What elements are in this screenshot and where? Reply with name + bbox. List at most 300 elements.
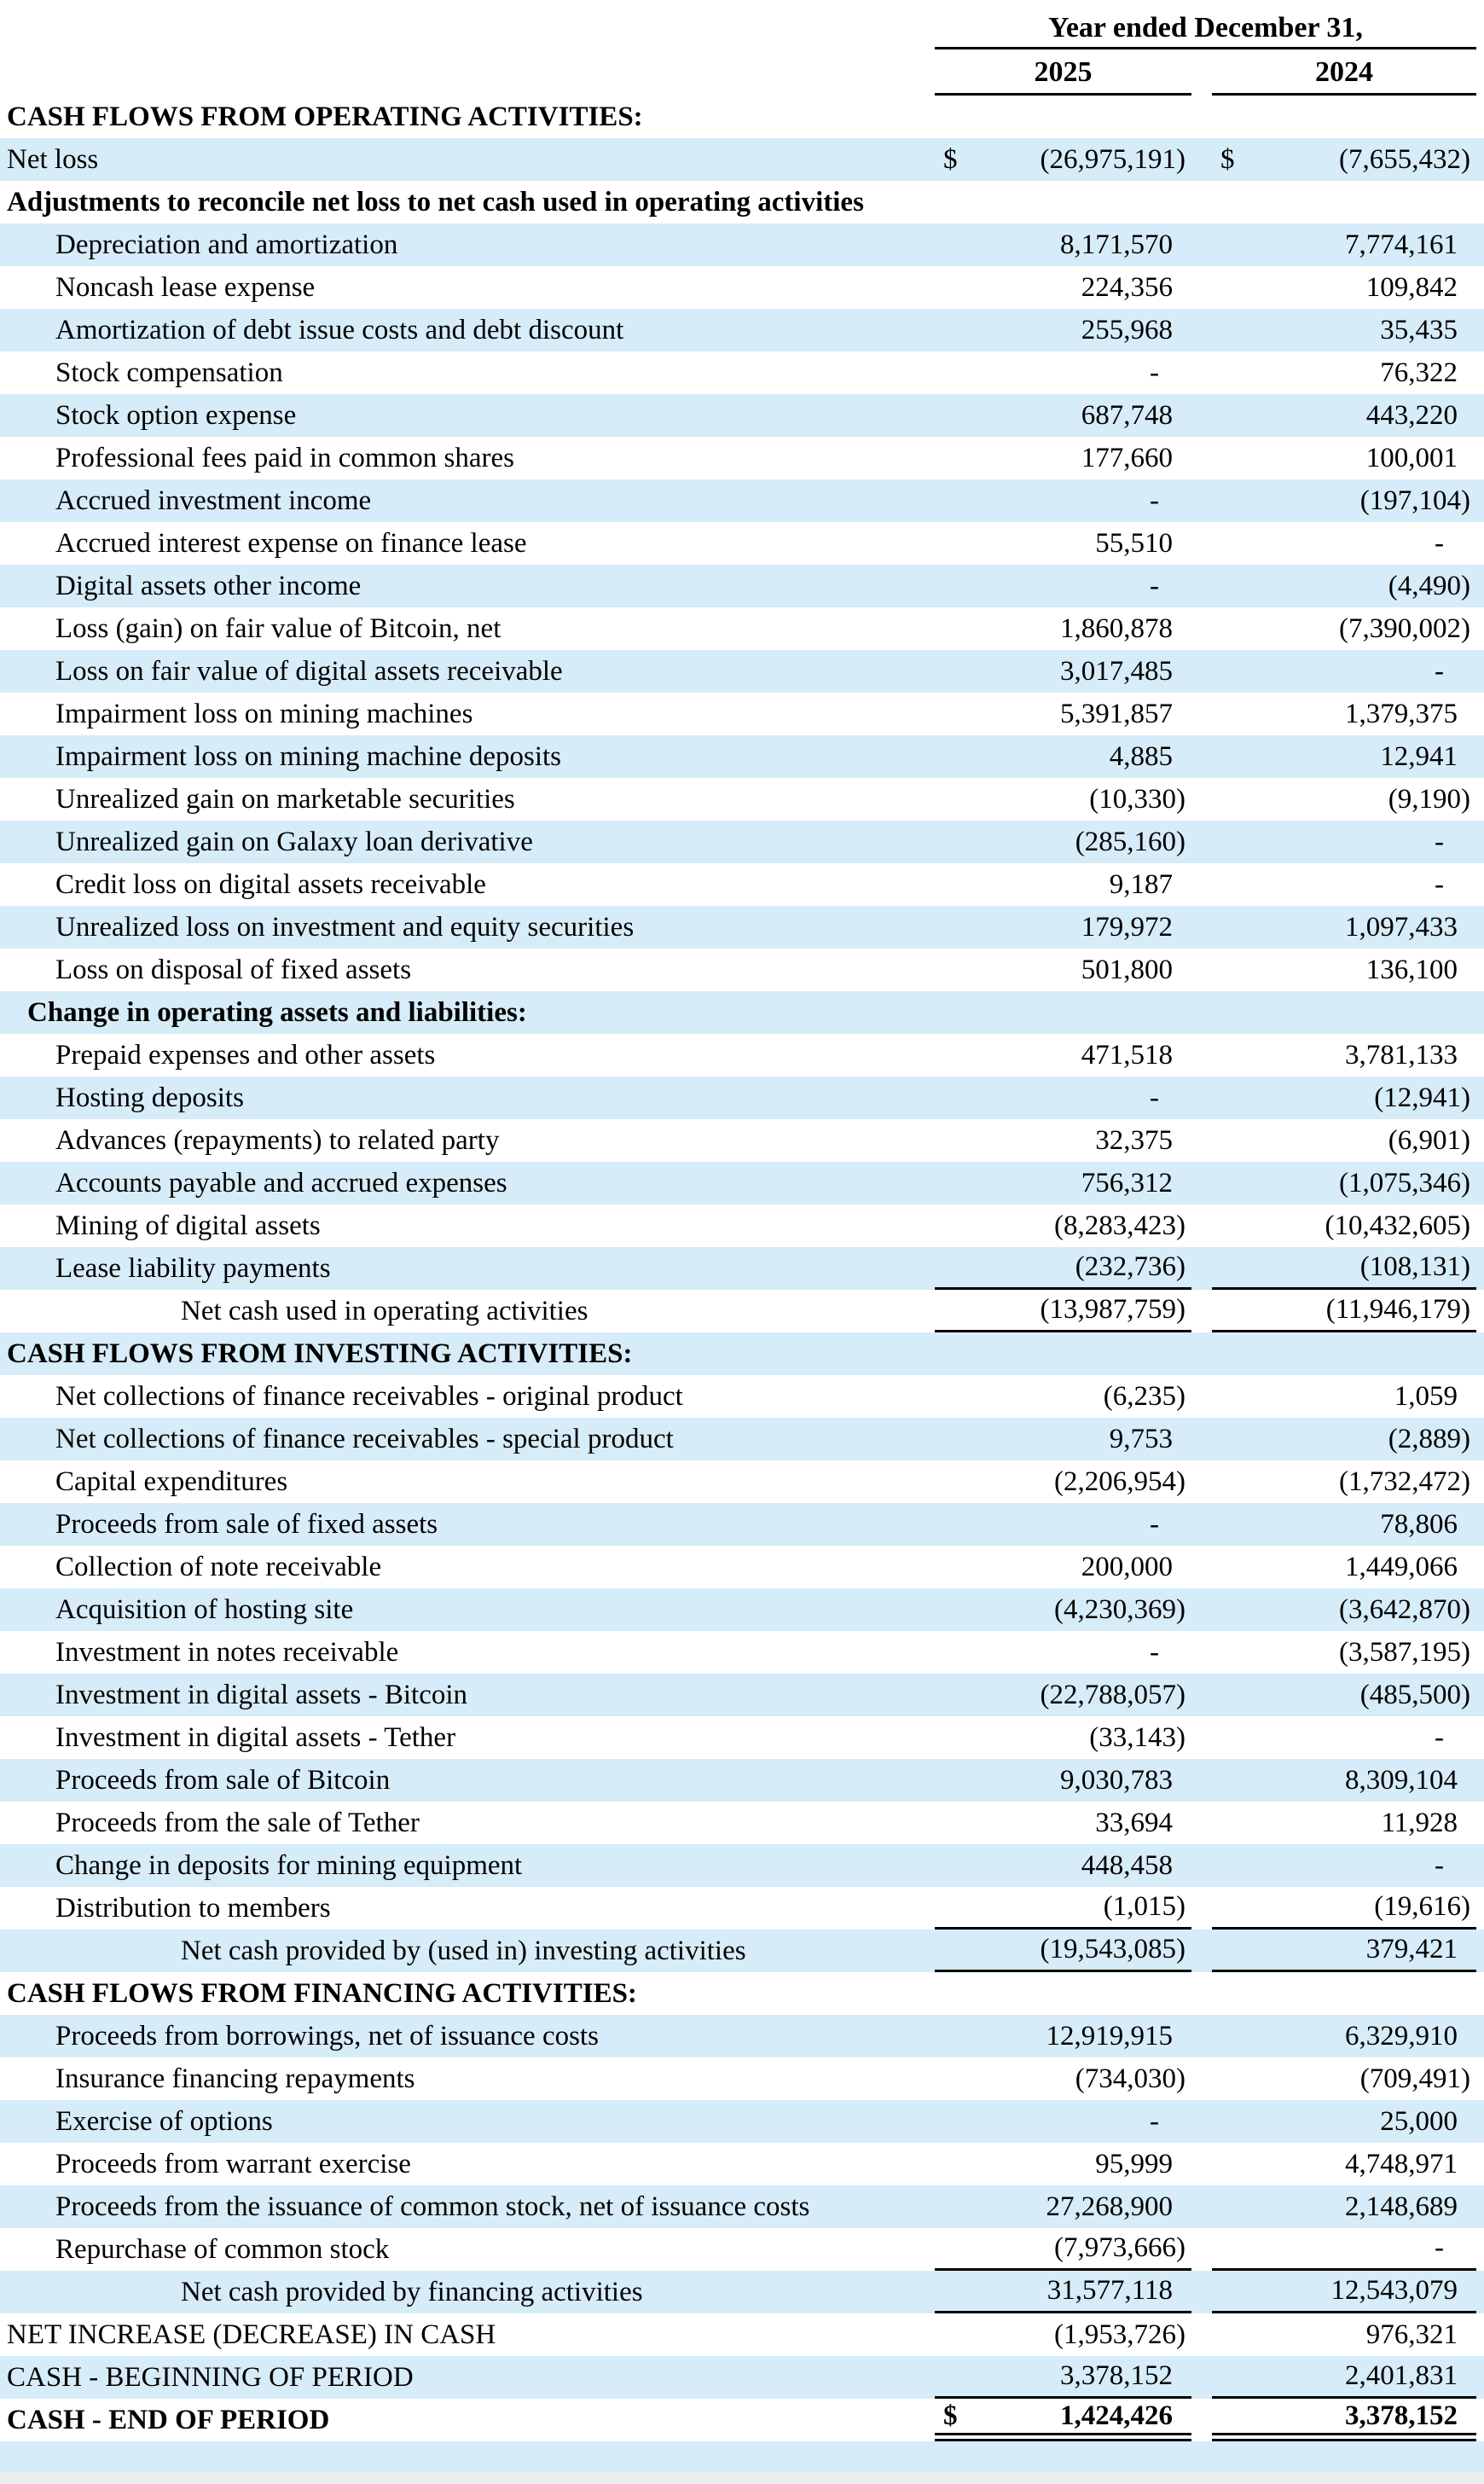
column-gutter <box>1191 778 1212 821</box>
table-row <box>0 1034 1484 1077</box>
column-gutter <box>1191 96 1212 138</box>
column-gutter <box>1191 1247 1212 1290</box>
value-cell-2025 <box>935 2356 1191 2399</box>
value-cell-2024 <box>1212 1332 1476 1375</box>
value-cell-2024 <box>1212 1119 1476 1162</box>
value-cell-2025 <box>935 1716 1191 1759</box>
header-spacer <box>0 49 935 96</box>
value-2025: (1,953,726) <box>1054 2319 1185 2350</box>
value-cell-2025 <box>935 138 1191 181</box>
value-2024: 12,941 <box>1380 740 1458 772</box>
row-right-margin <box>1476 735 1484 778</box>
row-label: CASH - BEGINNING OF PERIOD <box>7 2361 414 2393</box>
row-right-margin <box>1476 650 1484 693</box>
value-cell-2024 <box>1212 351 1476 394</box>
row-label: Accrued interest expense on finance lease <box>55 527 527 559</box>
column-gutter <box>1191 1759 1212 1802</box>
value-cell-2025 <box>935 949 1191 991</box>
row-right-margin <box>1476 1162 1484 1204</box>
value-2025: 3,378,152 <box>1060 2360 1173 2391</box>
value-cell-2024 <box>1212 906 1476 949</box>
row-label: Credit loss on digital assets receivable <box>55 868 486 900</box>
column-gutter <box>1191 1802 1212 1844</box>
column-gutter <box>1191 1674 1212 1716</box>
row-label: Impairment loss on mining machine deposits <box>55 740 562 772</box>
table-row <box>0 1674 1484 1716</box>
dollar-sign: $ <box>943 143 958 175</box>
value-cell-2024 <box>1212 991 1476 1034</box>
row-right-margin <box>1476 1844 1484 1887</box>
table-row <box>0 1844 1484 1887</box>
value-cell-2024 <box>1212 1290 1476 1332</box>
table-row <box>0 2228 1484 2271</box>
value-cell-2025 <box>935 2399 1191 2441</box>
value-2025: 255,968 <box>1081 314 1173 345</box>
value-cell-2024 <box>1212 138 1476 181</box>
value-2024: (3,587,195) <box>1339 1636 1470 1668</box>
value-2024: 25,000 <box>1380 2105 1458 2137</box>
row-label: Proceeds from the issuance of common stock, net of issuance costs <box>55 2191 810 2222</box>
value-cell-2024 <box>1212 650 1476 693</box>
value-2024: 3,378,152 <box>1345 2400 1458 2431</box>
value-2025: - <box>1150 570 1159 601</box>
value-2025: (22,788,057) <box>1040 1679 1185 1710</box>
table-row <box>0 309 1484 351</box>
column-gutter <box>1191 2143 1212 2185</box>
column-gutter <box>1191 1290 1212 1332</box>
value-2025: (13,987,759) <box>1040 1294 1185 1325</box>
value-2025: (285,160) <box>1075 826 1185 857</box>
value-2024: - <box>1435 1721 1444 1753</box>
value-cell-2025 <box>935 522 1191 565</box>
row-right-margin <box>1476 96 1484 138</box>
value-2025: 501,800 <box>1081 954 1173 985</box>
table-row <box>0 650 1484 693</box>
row-label: Accrued investment income <box>55 485 372 516</box>
row-right-margin <box>1476 1247 1484 1290</box>
value-2025: 9,753 <box>1109 1423 1173 1454</box>
value-cell-2024 <box>1212 565 1476 607</box>
row-right-margin <box>1476 394 1484 437</box>
value-cell-2025 <box>935 181 1191 223</box>
value-2024: 1,059 <box>1394 1380 1458 1412</box>
value-cell-2025 <box>935 821 1191 863</box>
row-right-margin <box>1476 437 1484 479</box>
value-cell-2024 <box>1212 2271 1476 2313</box>
column-gutter <box>1191 394 1212 437</box>
row-label: Unrealized gain on marketable securities <box>55 783 515 815</box>
row-label: Net cash provided by (used in) investing activities <box>181 1935 746 1966</box>
value-2024: 100,001 <box>1365 442 1458 473</box>
table-row <box>0 1332 1484 1375</box>
value-2025: 55,510 <box>1095 527 1173 559</box>
value-2025: 224,356 <box>1081 271 1173 303</box>
value-2024: 976,321 <box>1365 2319 1458 2350</box>
table-row <box>0 351 1484 394</box>
column-gutter <box>1191 2356 1212 2399</box>
row-right-margin <box>1476 821 1484 863</box>
value-2024: (7,390,002) <box>1339 612 1470 644</box>
row-label: Proceeds from the sale of Tether <box>55 1807 420 1838</box>
value-cell-2024 <box>1212 778 1476 821</box>
value-2024: 443,220 <box>1365 399 1458 431</box>
table-row <box>0 2356 1484 2399</box>
table-row <box>0 2143 1484 2185</box>
dollar-sign: $ <box>943 2400 958 2431</box>
value-cell-2024 <box>1212 309 1476 351</box>
row-right-margin <box>1476 223 1484 266</box>
value-2025: 12,919,915 <box>1046 2020 1173 2052</box>
value-cell-2025 <box>935 1119 1191 1162</box>
row-right-margin <box>1476 906 1484 949</box>
value-cell-2025 <box>935 1034 1191 1077</box>
table-row <box>0 2057 1484 2100</box>
row-right-margin <box>1476 309 1484 351</box>
row-label: Investment in digital assets - Tether <box>55 1721 456 1753</box>
row-label: Impairment loss on mining machines <box>55 698 473 729</box>
table-row <box>0 479 1484 522</box>
value-2025: (2,206,954) <box>1054 1465 1185 1497</box>
row-label: Investment in notes receivable <box>55 1636 399 1668</box>
table-row <box>0 863 1484 906</box>
value-cell-2024 <box>1212 2015 1476 2057</box>
value-2024: 109,842 <box>1365 271 1458 303</box>
value-2025: (232,736) <box>1075 1251 1185 1282</box>
value-cell-2024 <box>1212 735 1476 778</box>
table-row <box>0 1460 1484 1503</box>
trailing-highlight-band <box>0 2441 1484 2472</box>
value-2025: (6,235) <box>1103 1380 1185 1412</box>
column-gutter <box>1191 351 1212 394</box>
value-cell-2024 <box>1212 2185 1476 2228</box>
row-label: Adjustments to reconcile net loss to net cash used in operating activities <box>7 186 864 218</box>
column-gutter <box>1191 735 1212 778</box>
value-cell-2024 <box>1212 1034 1476 1077</box>
row-right-margin <box>1476 1546 1484 1588</box>
value-2024: - <box>1435 2232 1444 2263</box>
table-row <box>0 96 1484 138</box>
value-cell-2025 <box>935 650 1191 693</box>
value-cell-2024 <box>1212 607 1476 650</box>
value-cell-2025 <box>935 1332 1191 1375</box>
row-right-margin <box>1476 138 1484 181</box>
column-gutter <box>1191 2271 1212 2313</box>
row-right-margin <box>1476 607 1484 650</box>
table-row <box>0 1418 1484 1460</box>
value-2025: - <box>1150 357 1159 388</box>
column-gutter <box>1191 1375 1212 1418</box>
value-2024: (19,616) <box>1374 1891 1470 1922</box>
row-label: Collection of note receivable <box>55 1551 382 1582</box>
header-spacer <box>0 0 935 49</box>
value-2024: 136,100 <box>1365 954 1458 985</box>
row-label: Accounts payable and accrued expenses <box>55 1167 507 1198</box>
value-cell-2025 <box>935 2313 1191 2356</box>
value-2024: 379,421 <box>1365 1934 1458 1965</box>
value-cell-2024 <box>1212 2143 1476 2185</box>
value-2024: 6,329,910 <box>1345 2020 1458 2052</box>
value-2025: - <box>1150 2105 1159 2137</box>
row-label: Loss on fair value of digital assets receivable <box>55 655 563 687</box>
row-label: Professional fees paid in common shares <box>55 442 514 473</box>
row-right-margin <box>1476 1972 1484 2015</box>
value-cell-2025 <box>935 1162 1191 1204</box>
value-cell-2024 <box>1212 2057 1476 2100</box>
row-right-margin <box>1476 181 1484 223</box>
column-gutter <box>1191 266 1212 309</box>
value-2024: (11,946,179) <box>1325 1294 1470 1325</box>
row-label: CASH FLOWS FROM FINANCING ACTIVITIES: <box>7 1977 637 2009</box>
row-right-margin <box>1476 1375 1484 1418</box>
column-gutter <box>1191 1503 1212 1546</box>
value-cell-2024 <box>1212 181 1476 223</box>
column-gutter <box>1191 1716 1212 1759</box>
value-2025: (8,283,423) <box>1054 1210 1185 1241</box>
value-2025: 31,577,118 <box>1046 2275 1173 2306</box>
row-label: Unrealized gain on Galaxy loan derivative <box>55 826 533 857</box>
value-cell-2025 <box>935 991 1191 1034</box>
column-gutter <box>1191 2100 1212 2143</box>
table-row <box>0 1119 1484 1162</box>
row-right-margin <box>1476 2271 1484 2313</box>
value-2024: 35,435 <box>1380 314 1458 345</box>
value-cell-2025 <box>935 1674 1191 1716</box>
table-row <box>0 1546 1484 1588</box>
row-right-margin <box>1476 1077 1484 1119</box>
value-2025: 687,748 <box>1081 399 1173 431</box>
value-2025: (7,973,666) <box>1054 2232 1185 2263</box>
value-cell-2024 <box>1212 1930 1476 1972</box>
value-2024: 2,401,831 <box>1345 2360 1458 2391</box>
value-cell-2024 <box>1212 1375 1476 1418</box>
value-2025: (10,330) <box>1089 783 1185 815</box>
row-label: Net cash used in operating activities <box>181 1295 588 1326</box>
value-cell-2024 <box>1212 1759 1476 1802</box>
value-cell-2024 <box>1212 1077 1476 1119</box>
row-label: Net collections of finance receivables - special product <box>55 1423 674 1454</box>
value-2025: (33,143) <box>1089 1721 1185 1753</box>
value-2024: 8,309,104 <box>1345 1764 1458 1796</box>
value-2024: (7,655,432) <box>1339 143 1470 175</box>
row-label: Loss on disposal of fixed assets <box>55 954 412 985</box>
value-cell-2025 <box>935 1972 1191 2015</box>
value-cell-2025 <box>935 1844 1191 1887</box>
table-row <box>0 2015 1484 2057</box>
row-right-margin <box>1476 863 1484 906</box>
table-row <box>0 266 1484 309</box>
table-row <box>0 1588 1484 1631</box>
table-row <box>0 1716 1484 1759</box>
value-2025: 95,999 <box>1095 2148 1173 2179</box>
table-header-years <box>0 49 1484 96</box>
row-label: Insurance financing repayments <box>55 2063 415 2094</box>
table-row <box>0 223 1484 266</box>
table-row <box>0 1375 1484 1418</box>
column-gutter <box>1191 1119 1212 1162</box>
value-cell-2025 <box>935 266 1191 309</box>
column-gutter <box>1191 2015 1212 2057</box>
value-2025: (26,975,191) <box>1040 143 1185 175</box>
column-gutter <box>1191 1162 1212 1204</box>
table-row <box>0 1204 1484 1247</box>
row-right-margin <box>1476 1930 1484 1972</box>
table-row <box>0 437 1484 479</box>
row-right-margin <box>1476 351 1484 394</box>
value-cell-2025 <box>935 1375 1191 1418</box>
value-cell-2024 <box>1212 2356 1476 2399</box>
value-cell-2025 <box>935 1802 1191 1844</box>
row-label: Proceeds from sale of fixed assets <box>55 1508 438 1540</box>
row-right-margin <box>1476 1119 1484 1162</box>
column-gutter <box>1191 949 1212 991</box>
value-cell-2025 <box>935 693 1191 735</box>
value-2024: - <box>1435 826 1444 857</box>
table-row <box>0 138 1484 181</box>
value-cell-2024 <box>1212 394 1476 437</box>
row-label: Capital expenditures <box>55 1465 288 1497</box>
table-row <box>0 1972 1484 2015</box>
value-2024: (108,131) <box>1359 1251 1470 1282</box>
row-label: Change in deposits for mining equipment <box>55 1849 523 1881</box>
column-gutter <box>1191 863 1212 906</box>
value-cell-2025 <box>935 351 1191 394</box>
value-cell-2024 <box>1212 1418 1476 1460</box>
value-2025: 9,187 <box>1109 868 1173 900</box>
row-right-margin <box>1476 1503 1484 1546</box>
value-cell-2025 <box>935 437 1191 479</box>
row-right-margin <box>1476 693 1484 735</box>
column-gutter <box>1191 1887 1212 1930</box>
value-cell-2024 <box>1212 1204 1476 1247</box>
value-2025: 33,694 <box>1095 1807 1173 1838</box>
value-cell-2024 <box>1212 949 1476 991</box>
value-cell-2024 <box>1212 1802 1476 1844</box>
table-row <box>0 1503 1484 1546</box>
value-2025: 3,017,485 <box>1060 655 1173 687</box>
value-cell-2025 <box>935 2228 1191 2271</box>
column-gutter <box>1191 437 1212 479</box>
row-right-margin <box>1476 778 1484 821</box>
row-right-margin <box>1476 991 1484 1034</box>
value-2024: - <box>1435 1849 1444 1881</box>
row-label: Depreciation and amortization <box>55 229 398 260</box>
value-2024: (12,941) <box>1374 1082 1470 1113</box>
value-2024: (197,104) <box>1359 485 1470 516</box>
value-cell-2025 <box>935 1290 1191 1332</box>
value-cell-2024 <box>1212 1503 1476 1546</box>
column-gutter <box>1191 522 1212 565</box>
row-label: Noncash lease expense <box>55 271 316 303</box>
row-label: Exercise of options <box>55 2105 273 2137</box>
table-row <box>0 394 1484 437</box>
column-gutter <box>1191 607 1212 650</box>
row-right-margin <box>1476 522 1484 565</box>
table-row <box>0 522 1484 565</box>
value-cell-2024 <box>1212 1844 1476 1887</box>
value-cell-2024 <box>1212 693 1476 735</box>
value-2024: (1,732,472) <box>1339 1465 1470 1497</box>
column-gutter <box>1191 479 1212 522</box>
value-2024: (6,901) <box>1388 1124 1470 1156</box>
value-cell-2025 <box>935 735 1191 778</box>
value-2024: 7,774,161 <box>1345 229 1458 260</box>
value-cell-2024 <box>1212 1588 1476 1631</box>
column-gutter <box>1191 693 1212 735</box>
column-gutter <box>1191 309 1212 351</box>
value-cell-2024 <box>1212 821 1476 863</box>
value-2025: (1,015) <box>1103 1891 1185 1922</box>
value-cell-2025 <box>935 1887 1191 1930</box>
column-gutter <box>1191 2185 1212 2228</box>
row-label: CASH - END OF PERIOD <box>7 2404 330 2435</box>
value-cell-2024 <box>1212 1716 1476 1759</box>
value-2024: 78,806 <box>1380 1508 1458 1540</box>
row-label: Change in operating assets and liabilities: <box>27 996 527 1028</box>
row-label: CASH FLOWS FROM OPERATING ACTIVITIES: <box>7 101 643 132</box>
row-label: Distribution to members <box>55 1892 331 1924</box>
value-cell-2025 <box>935 2015 1191 2057</box>
value-cell-2025 <box>935 2100 1191 2143</box>
table-row <box>0 2271 1484 2313</box>
row-right-margin <box>1476 1332 1484 1375</box>
column-gutter <box>1191 565 1212 607</box>
row-right-margin <box>1476 2015 1484 2057</box>
value-2025: (4,230,369) <box>1054 1593 1185 1625</box>
column-gutter <box>1191 1844 1212 1887</box>
value-2024: (3,642,870) <box>1339 1593 1470 1625</box>
table-row <box>0 778 1484 821</box>
value-2024: (9,190) <box>1388 783 1470 815</box>
year-2024-header: 2024 <box>1212 49 1476 96</box>
row-right-margin <box>1476 565 1484 607</box>
row-right-margin <box>1476 1759 1484 1802</box>
column-gutter <box>1191 223 1212 266</box>
row-right-margin <box>1476 949 1484 991</box>
value-2024: - <box>1435 527 1444 559</box>
value-cell-2025 <box>935 1759 1191 1802</box>
table-row <box>0 607 1484 650</box>
row-label: Lease liability payments <box>55 1252 331 1284</box>
value-2025: 448,458 <box>1081 1849 1173 1881</box>
row-label: Stock option expense <box>55 399 297 431</box>
table-row <box>0 1631 1484 1674</box>
header-spacer <box>1476 0 1484 49</box>
column-gutter <box>1191 1204 1212 1247</box>
value-cell-2025 <box>935 2143 1191 2185</box>
value-cell-2024 <box>1212 1546 1476 1588</box>
value-2024: 3,781,133 <box>1345 1039 1458 1071</box>
header-spacer <box>1476 49 1484 96</box>
value-2025: 471,518 <box>1081 1039 1173 1071</box>
value-cell-2024 <box>1212 1247 1476 1290</box>
table-row <box>0 2313 1484 2356</box>
table-row <box>0 1290 1484 1332</box>
value-2024: (485,500) <box>1359 1679 1470 1710</box>
value-cell-2025 <box>935 1247 1191 1290</box>
value-cell-2025 <box>935 2057 1191 2100</box>
column-gutter <box>1191 991 1212 1034</box>
value-2025: 177,660 <box>1081 442 1173 473</box>
value-cell-2025 <box>935 394 1191 437</box>
row-right-margin <box>1476 1460 1484 1503</box>
row-label: NET INCREASE (DECREASE) IN CASH <box>7 2319 496 2350</box>
row-label: Unrealized loss on investment and equity securities <box>55 911 635 943</box>
value-2025: 1,424,426 <box>1060 2400 1173 2431</box>
row-label: Net collections of finance receivables - original product <box>55 1380 683 1412</box>
value-2025: - <box>1150 485 1159 516</box>
column-gutter <box>1191 2057 1212 2100</box>
value-2024: - <box>1435 868 1444 900</box>
